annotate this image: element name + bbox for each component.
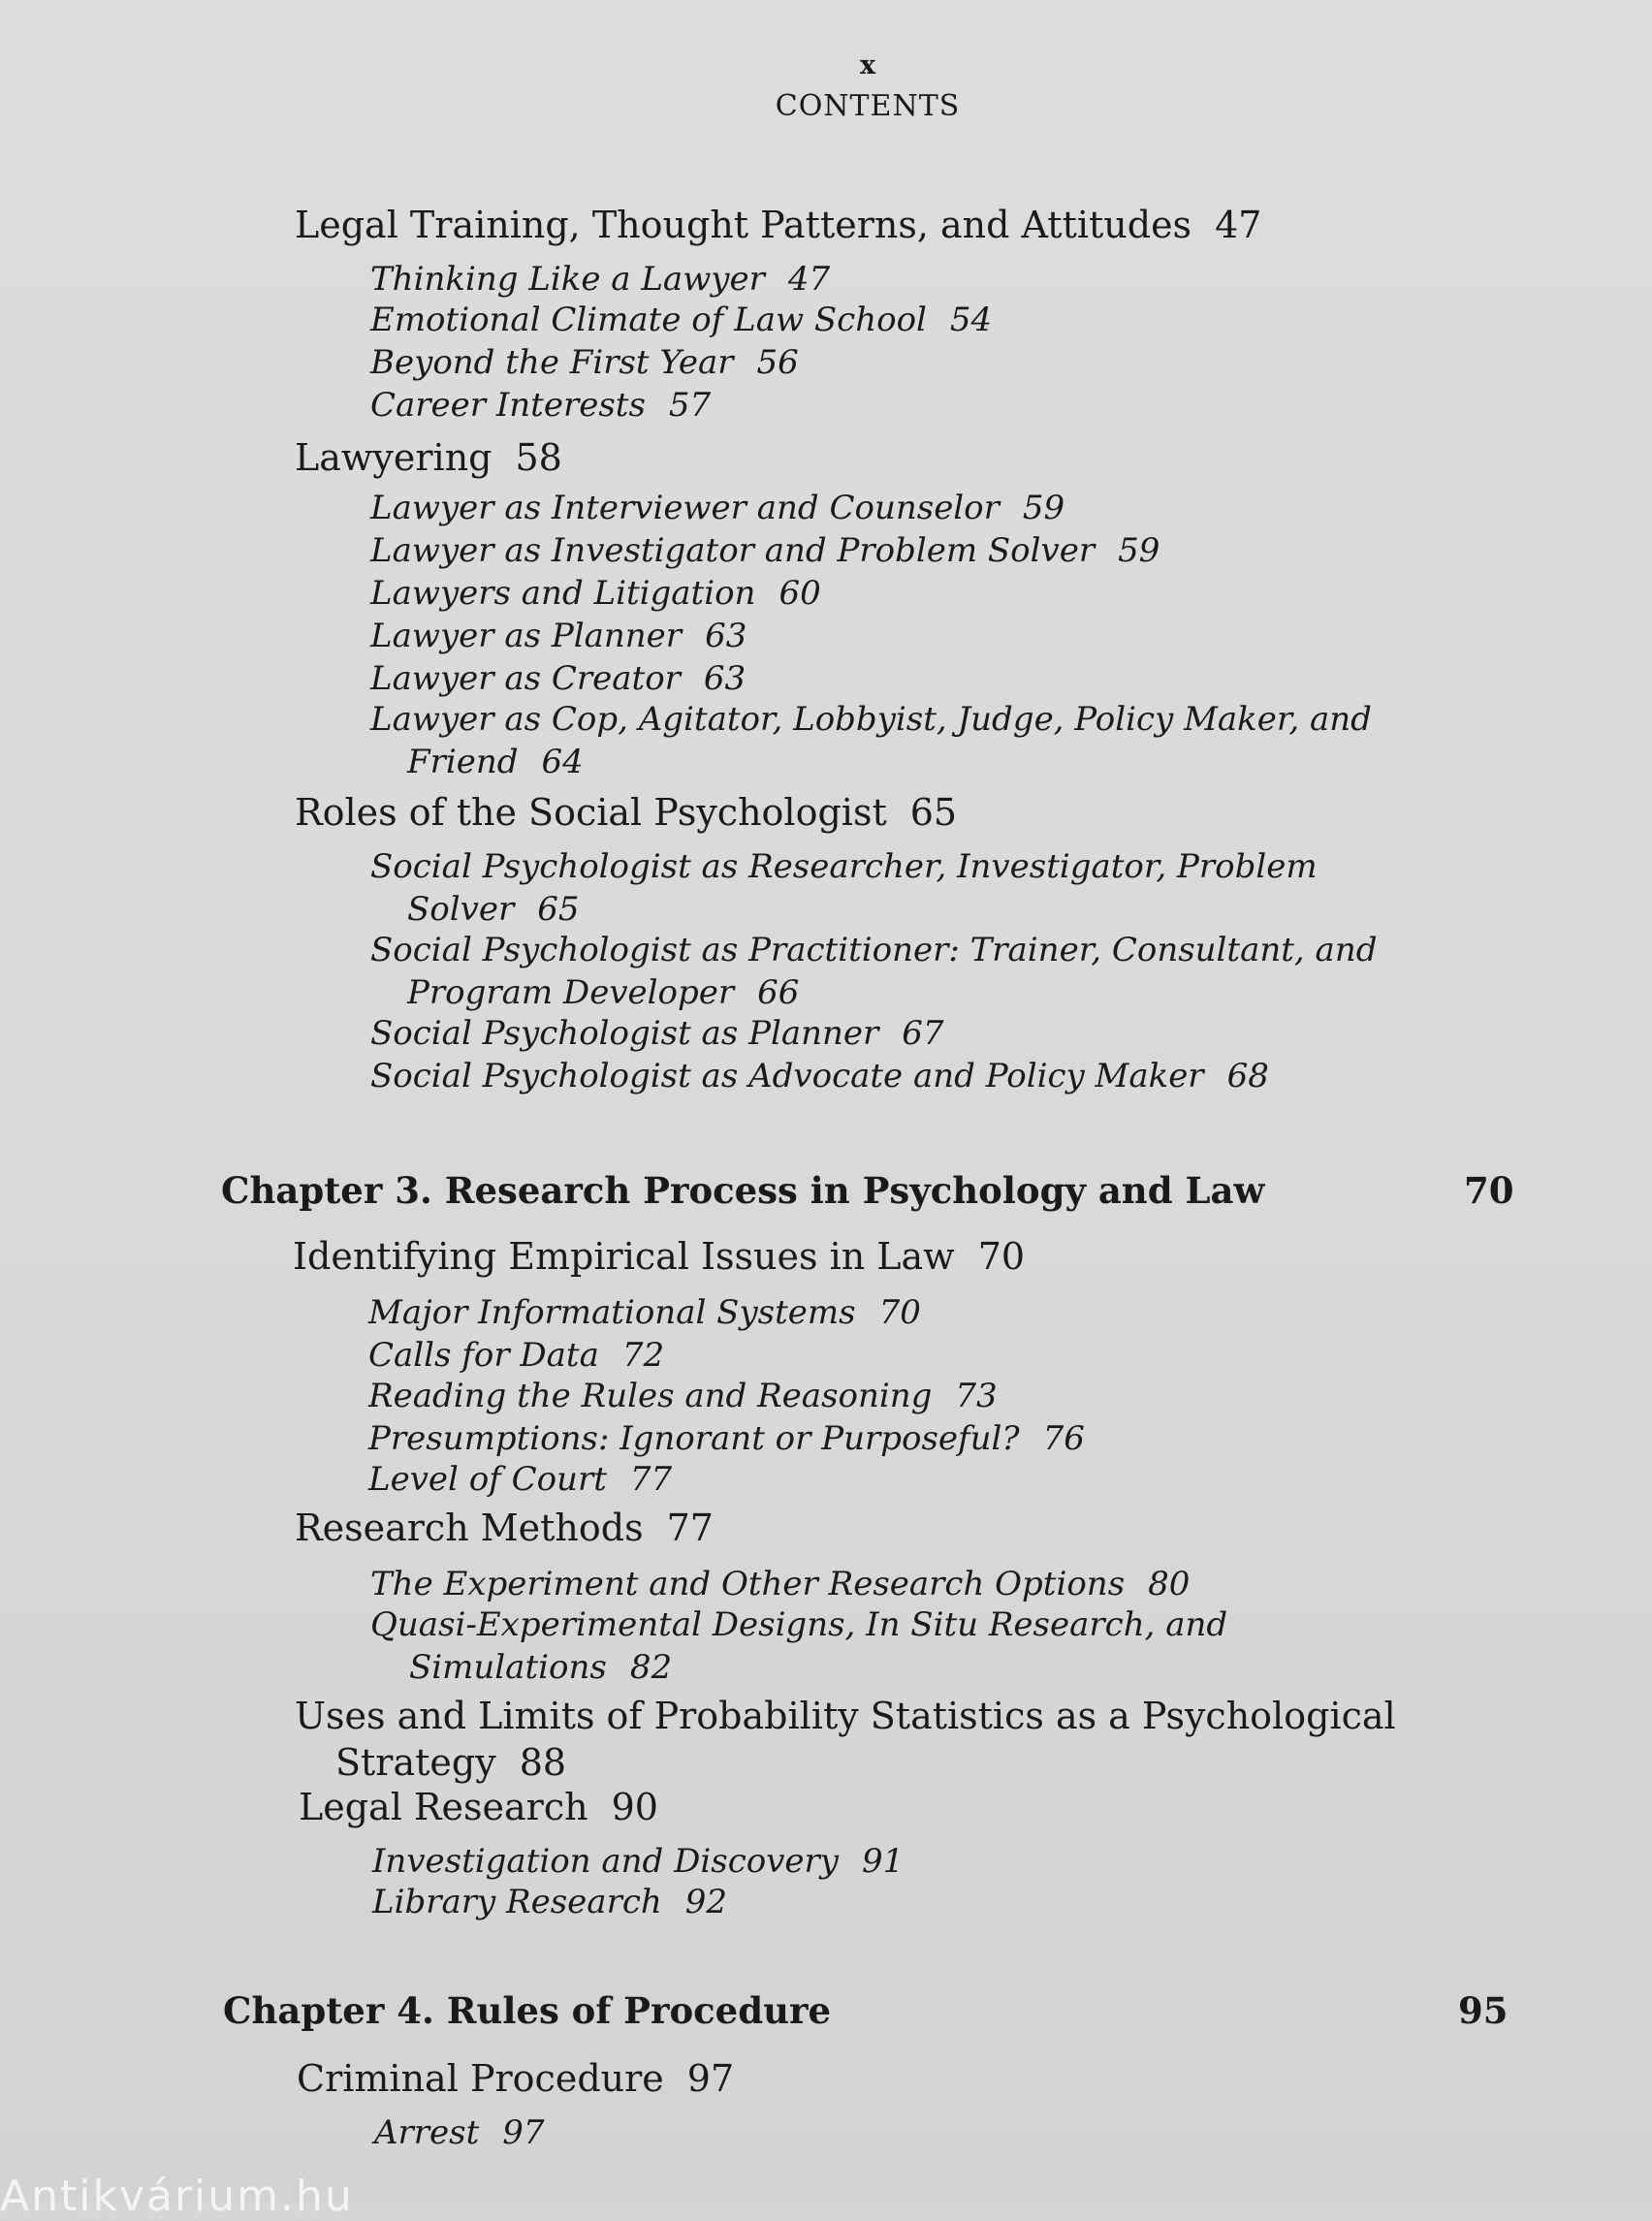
toc-subentry: The Experiment and Other Research Options 80 <box>370 1565 1191 1603</box>
watermark: Antikvárium.hu <box>0 2172 354 2221</box>
toc-subentry: Social Psychologist as Advocate and Policy Maker 68 <box>370 1057 1269 1095</box>
toc-subentry: Major Informational Systems 70 <box>368 1293 921 1332</box>
toc-entry: Criminal Procedure 97 <box>297 2057 735 2100</box>
toc-subentry: Presumptions: Ignorant or Purposeful? 76 <box>368 1419 1085 1458</box>
toc-entry: Legal Training, Thought Patterns, and Attitudes 47 <box>295 204 1262 246</box>
toc-subentry: Social Psychologist as Researcher, Investigator, Problem <box>370 847 1318 886</box>
toc-entry: Roles of the Social Psychologist 65 <box>295 791 958 834</box>
toc-subentry: Career Interests 57 <box>370 386 712 425</box>
toc-entry: Uses and Limits of Probability Statistics as a Psychological <box>295 1695 1396 1737</box>
toc-subentry: Social Psychologist as Practitioner: Trainer, Consultant, and <box>370 931 1378 969</box>
toc-subentry: Lawyer as Investigator and Problem Solver 59 <box>370 531 1160 570</box>
toc-subentry: Level of Court 77 <box>368 1460 673 1499</box>
toc-entry: Research Methods 77 <box>295 1507 714 1549</box>
toc-subentry: Social Psychologist as Planner 67 <box>370 1014 944 1053</box>
chapter-page-number: 95 <box>1458 1989 1509 2032</box>
toc-subentry: Library Research 92 <box>372 1883 728 1921</box>
toc-subentry: Thinking Like a Lawyer 47 <box>370 260 831 299</box>
toc-subentry: Lawyer as Cop, Agitator, Lobbyist, Judge, Policy Maker, and <box>370 700 1372 739</box>
toc-subentry: Arrest 97 <box>374 2113 545 2152</box>
running-head: CONTENTS <box>775 89 961 123</box>
toc-entry: Identifying Empirical Issues in Law 70 <box>293 1235 1026 1278</box>
chapter-heading: Chapter 3. Research Process in Psychology and Law <box>221 1169 1265 1212</box>
toc-subentry: Beyond the First Year 56 <box>370 343 799 382</box>
toc-subentry: Reading the Rules and Reasoning 73 <box>368 1377 998 1415</box>
toc-subentry-continuation: Program Developer 66 <box>407 973 800 1012</box>
toc-subentry: Lawyers and Litigation 60 <box>370 574 821 613</box>
toc-subentry: Lawyer as Interviewer and Counselor 59 <box>370 489 1065 527</box>
toc-subentry: Calls for Data 72 <box>368 1336 665 1375</box>
toc-subentry: Lawyer as Planner 63 <box>370 617 747 655</box>
toc-subentry: Quasi-Experimental Designs, In Situ Research, and <box>370 1605 1228 1644</box>
toc-subentry: Emotional Climate of Law School 54 <box>370 301 993 339</box>
toc-entry-continuation: Strategy 88 <box>335 1741 567 1784</box>
chapter-page-number: 70 <box>1464 1169 1514 1212</box>
toc-entry: Legal Research 90 <box>299 1786 658 1828</box>
toc-subentry-continuation: Solver 65 <box>407 890 580 929</box>
toc-subentry: Investigation and Discovery 91 <box>372 1842 905 1881</box>
toc-entry: Lawyering 58 <box>295 436 562 479</box>
toc-subentry: Lawyer as Creator 63 <box>370 659 747 698</box>
chapter-heading: Chapter 4. Rules of Procedure <box>223 1989 832 2032</box>
toc-subentry-continuation: Friend 64 <box>407 743 584 781</box>
page-folio: x <box>859 50 876 80</box>
toc-subentry-continuation: Simulations 82 <box>409 1648 673 1687</box>
